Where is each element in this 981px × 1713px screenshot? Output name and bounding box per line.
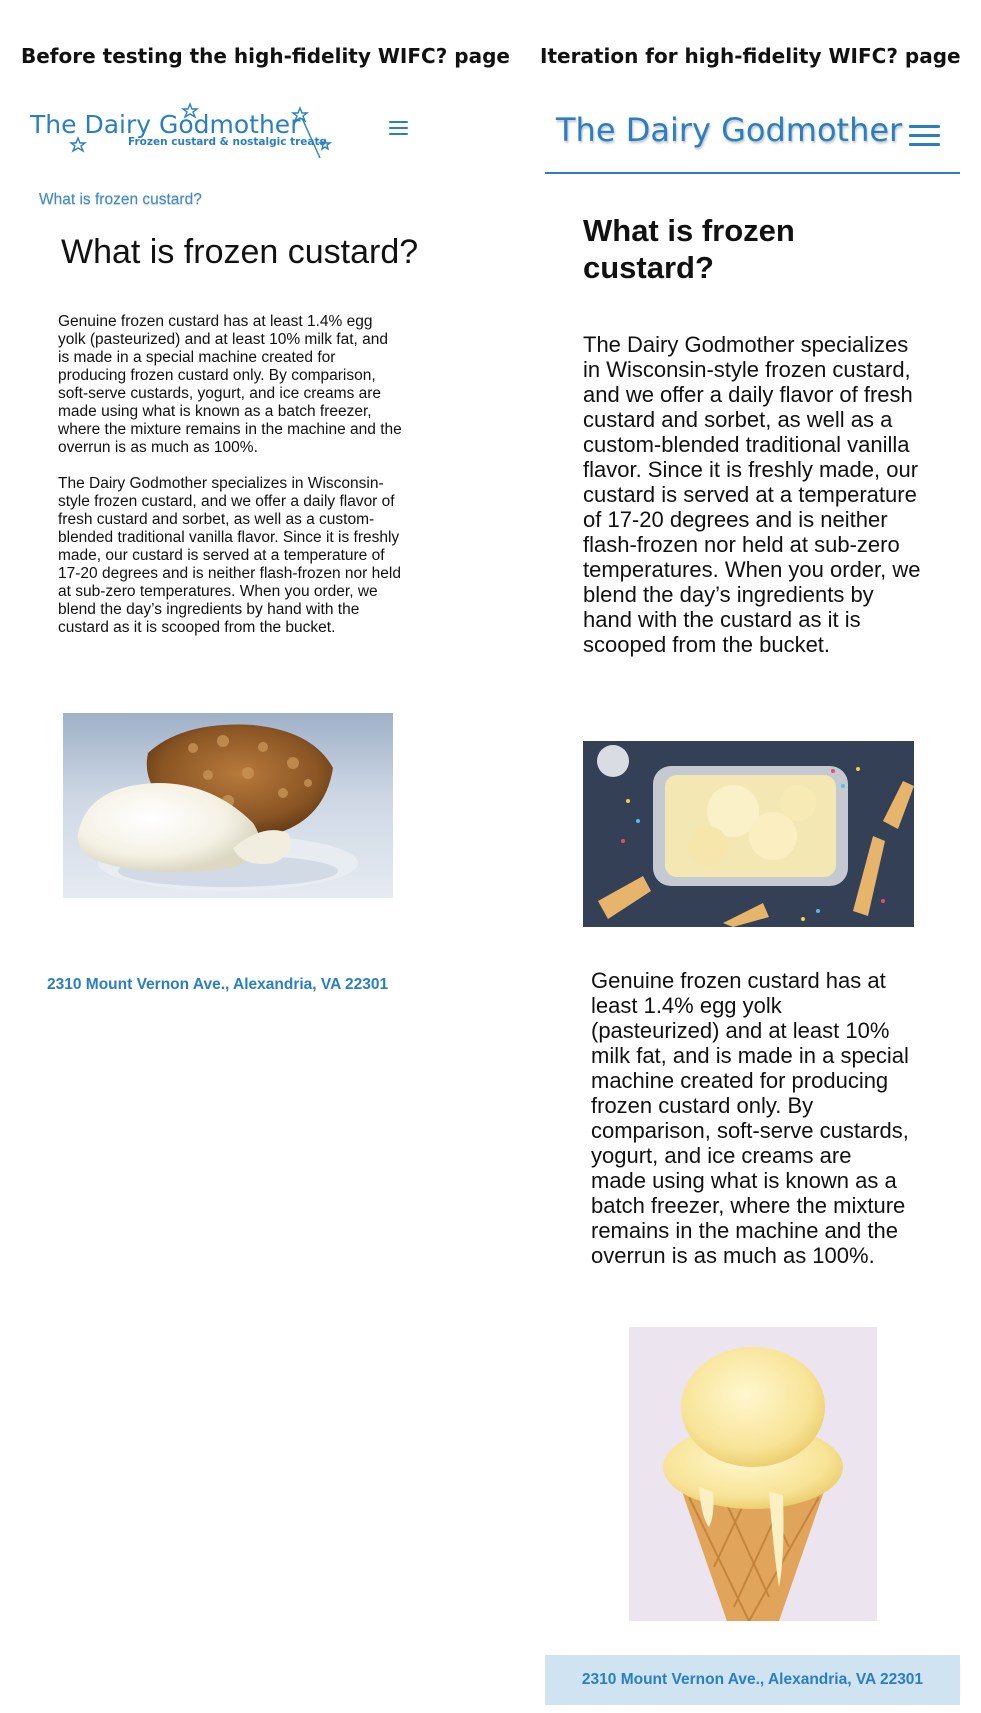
caption-after: Iteration for high-fidelity WIFC? page: [540, 44, 961, 68]
custard-tub-illustration: [583, 741, 914, 927]
footer-bar: [545, 1655, 960, 1705]
page-heading-after: What is frozen custard?: [583, 213, 795, 285]
ice-cream-cone-illustration: [629, 1327, 877, 1621]
header-divider: [545, 172, 960, 174]
hamburger-menu-icon[interactable]: [389, 121, 408, 135]
logo-before[interactable]: [28, 100, 348, 164]
logo-tagline: Frozen custard & nostalgic treats: [128, 136, 326, 148]
caption-before: Before testing the high-fidelity WIFC? page: [21, 44, 510, 68]
address-after[interactable]: 2310 Mount Vernon Ave., Alexandria, VA 22301: [581, 1671, 924, 1688]
logo-title: The Dairy Godmother: [30, 110, 301, 139]
custard-cookie-photo: [63, 713, 393, 898]
paragraph-before-2: The Dairy Godmother specializes in Wisconsin-style frozen custard, and we offer a daily flavor of fresh custard and sorbet, as well as a custom-blended traditional vanilla flavor. Since it is freshly made, our custard is served at a temperature of 17-20 degrees and is neither flash-frozen nor held at sub-zero temperatures. When you order, we blend the day’s ingredients by hand with the custard as it is scooped from the bucket.: [58, 475, 401, 636]
breadcrumb-link[interactable]: What is frozen custard?: [39, 191, 202, 208]
address-before[interactable]: 2310 Mount Vernon Ave., Alexandria, VA 22301: [47, 976, 389, 993]
logo-after[interactable]: The Dairy Godmother: [556, 111, 903, 149]
ice-cream-cone-photo: [629, 1327, 877, 1621]
star-wand-icon: [28, 100, 348, 164]
custard-cookie-illustration: [63, 713, 393, 898]
hamburger-menu-icon-after[interactable]: [909, 125, 940, 146]
paragraph-after-1: The Dairy Godmother specializes in Wisconsin-style frozen custard, and we offer a daily flavor of fresh custard and sorbet, as well as a custom-blended traditional vanilla flavor. Since it is freshly made, our custard is served at a temperature of 17-20 degrees and is neither flash-frozen nor held at sub-zero temperatures. When you order, we blend the day’s ingredients by hand with the custard as it is scooped from the bucket.: [583, 332, 921, 657]
page-heading-before: What is frozen custard?: [61, 233, 419, 271]
paragraph-after-2: Genuine frozen custard has at least 1.4% egg yolk (pasteurized) and at least 10% milk fat, and is made in a special machine created for producing frozen custard only. By comparison, soft-serve custards, yogurt, and ice creams are made using what is known as a batch freezer, where the mixture remains in the machine and the overrun is as much as 100%.: [591, 968, 909, 1268]
body-text-before: [58, 313, 403, 655]
custard-tub-photo: [583, 741, 914, 927]
paragraph-before-1: Genuine frozen custard has at least 1.4% egg yolk (pasteurized) and at least 10% milk fat, and is made in a special machine created for producing frozen custard only. By comparison, soft-serve custards, yogurt, and ice creams are made using what is known as a batch freezer, where the mixture remains in the machine and the overrun is as much as 100%.: [58, 313, 402, 456]
